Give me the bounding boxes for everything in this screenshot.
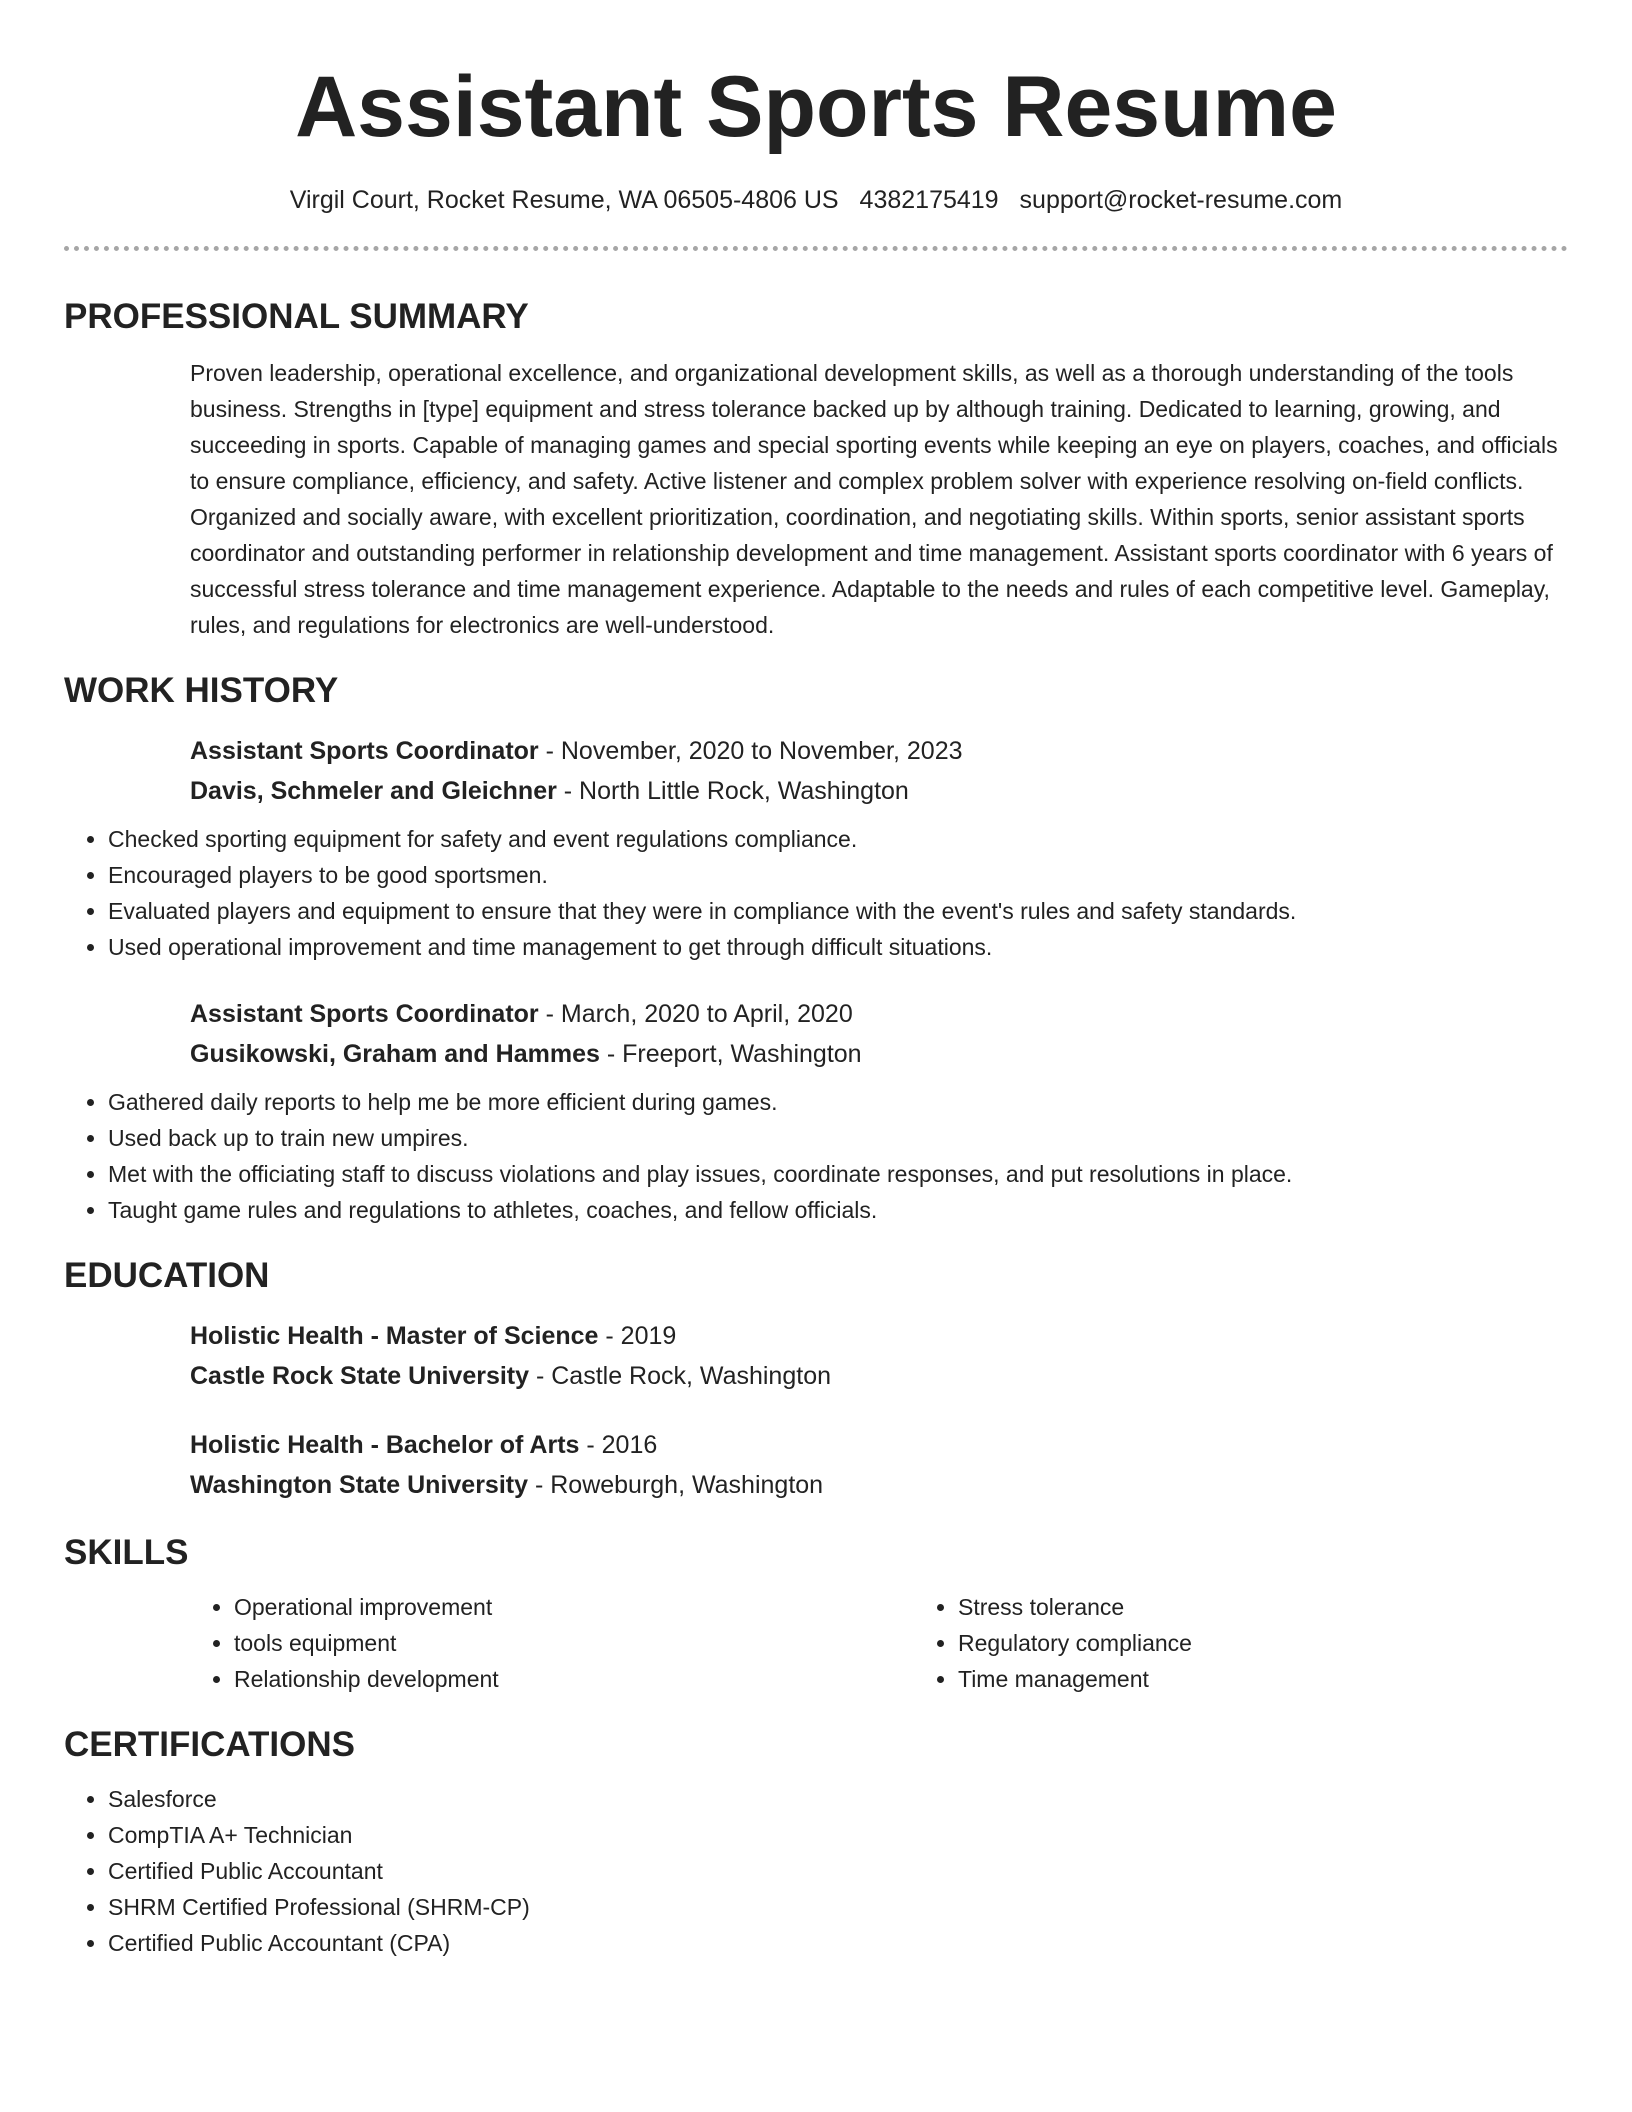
certifications-heading: CERTIFICATIONS — [64, 1725, 356, 1764]
list-item: • Time management — [958, 1661, 1558, 1697]
contact-address: Virgil Court, Rocket Resume, WA 06505-4806 US — [289, 186, 839, 214]
list-item: • Relationship development — [234, 1661, 914, 1697]
job-dates: - November, 2020 to November, 2023 — [538, 737, 963, 765]
job-title: Assistant Sports Coordinator — [190, 1000, 539, 1028]
resume-title: Assistant Sports Resume — [295, 59, 1337, 155]
job-location: - North Little Rock, Washington — [556, 777, 909, 805]
education-entry — [64, 1316, 1568, 1396]
work-history-heading: WORK HISTORY — [64, 671, 339, 710]
job-company-line — [190, 771, 1568, 811]
education-entry — [64, 1425, 1568, 1505]
list-item: • Operational improvement — [234, 1589, 914, 1625]
job-company: Davis, Schmeler and Gleichner — [190, 777, 557, 805]
certifications-list — [64, 1781, 1568, 1961]
school-line — [190, 1465, 1568, 1505]
skills-grid — [64, 1575, 1568, 1697]
job-title-line — [190, 731, 1568, 771]
list-item: • Checked sporting equipment for safety and event regulations compliance. — [108, 821, 1568, 857]
list-item: • Certified Public Accountant (CPA) — [108, 1925, 1568, 1961]
degree-year: - 2016 — [579, 1431, 658, 1459]
degree-year: - 2019 — [598, 1322, 677, 1350]
school-location: - Castle Rock, Washington — [529, 1362, 831, 1390]
job-dates: - March, 2020 to April, 2020 — [538, 1000, 853, 1028]
list-item: • Certified Public Accountant — [108, 1853, 1568, 1889]
list-item: • Regulatory compliance — [958, 1625, 1558, 1661]
job-duties-list — [64, 821, 1568, 965]
skills-list-right — [914, 1589, 1558, 1697]
contact-email: support@rocket-resume.com — [1019, 186, 1343, 214]
list-item: • Salesforce — [108, 1781, 1568, 1817]
education-heading: EDUCATION — [64, 1256, 270, 1295]
degree: Holistic Health - Bachelor of Arts — [190, 1431, 580, 1459]
job-entry — [64, 994, 1568, 1074]
job-company-line — [190, 1034, 1568, 1074]
list-item: • SHRM Certified Professional (SHRM-CP) — [108, 1889, 1568, 1925]
job-company: Gusikowski, Graham and Hammes — [190, 1040, 600, 1068]
list-item: • Used operational improvement and time management to get through difficult situations. — [108, 929, 1568, 965]
degree: Holistic Health - Master of Science — [190, 1322, 599, 1350]
school-line — [190, 1356, 1568, 1396]
list-item: • CompTIA A+ Technician — [108, 1817, 1568, 1853]
job-title: Assistant Sports Coordinator — [190, 737, 539, 765]
school: Washington State University — [190, 1471, 529, 1499]
job-entry — [64, 731, 1568, 811]
job-duties-list — [64, 1084, 1568, 1228]
list-item: • Met with the officiating staff to discuss violations and play issues, coordinate responses, and put resolutions in place. — [108, 1156, 1568, 1192]
list-item: • Gathered daily reports to help me be more efficient during games. — [108, 1084, 1568, 1120]
school-location: - Roweburgh, Washington — [528, 1471, 824, 1499]
school: Castle Rock State University — [190, 1362, 530, 1390]
contact-line — [64, 182, 1568, 218]
skills-list-left — [190, 1589, 914, 1697]
summary-heading: PROFESSIONAL SUMMARY — [64, 297, 529, 336]
contact-phone: 4382175419 — [859, 186, 999, 214]
list-item: • Taught game rules and regulations to athletes, coaches, and fellow officials. — [108, 1192, 1568, 1228]
skills-heading: SKILLS — [64, 1533, 189, 1572]
list-item: • Evaluated players and equipment to ensure that they were in compliance with the event's rules and safety standards. — [108, 893, 1568, 929]
list-item: • Stress tolerance — [958, 1589, 1558, 1625]
degree-line — [190, 1425, 1568, 1465]
summary-text: Proven leadership, operational excellence, and organizational development skills, as well as a thorough understanding of the tools business. Strengths in [type] equipment and stress tolerance backed up by although training. Dedicated to learning, growing, and succeeding in sports. Capable of managing games and special sporting events while keeping an eye on players, coaches, and officials to ensure compliance, efficiency, and safety. Active listener and complex problem solver with experience resolving on-field conflicts. Organized and socially aware, with excellent prioritization, coordination, and negotiating skills. Within sports, senior assistant sports coordinator and outstanding performer in relationship development and time management. Assistant sports coordinator with 6 years of successful stress tolerance and time management experience. Adaptable to the needs and rules of each competitive level. Gameplay, rules, and regulations for electronics are well-understood. — [190, 360, 1558, 638]
list-item: • Encouraged players to be good sportsmen. — [108, 857, 1568, 893]
header-divider — [64, 246, 1568, 251]
degree-line — [190, 1316, 1568, 1356]
job-location: - Freeport, Washington — [599, 1040, 862, 1068]
job-title-line — [190, 994, 1568, 1034]
list-item: • tools equipment — [234, 1625, 914, 1661]
list-item: • Used back up to train new umpires. — [108, 1120, 1568, 1156]
